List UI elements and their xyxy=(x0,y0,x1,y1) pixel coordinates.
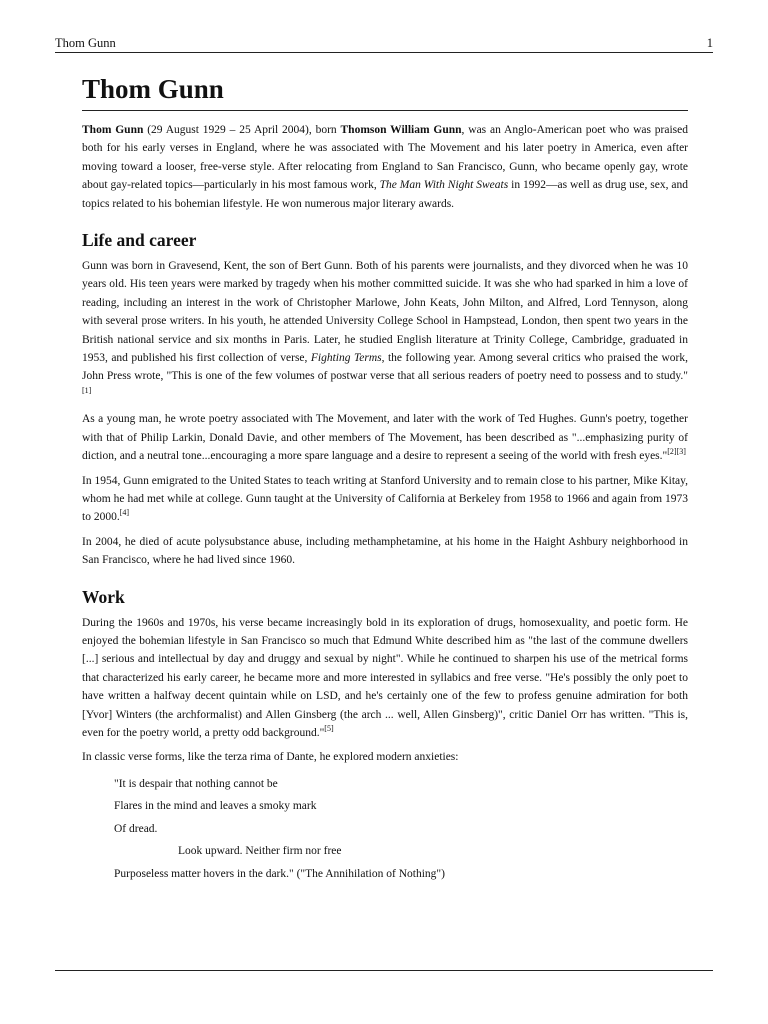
work-paragraph-1: During the 1960s and 1970s, his verse became increasingly bold in its exploration of drugs, homosexuality, and poetic form. He enjoyed the bohemian lifestyle in San Francisco so much that Edmund White described him as "the last of the commune dwellers [...] serious and intellectual by day and druggy and sexual by night". While he continued to sharpen his use of the metrical forms that characterized his early career, he became more and more interested in syllabics and free verse. "He's possibly the only poet to have written a halfway decent quintain while on LSD, and he's certainly one of the few to profess genuine admiration for both [Yvor] Winters (the archformalist) and Allen Ginsberg (the arch ... well, Allen Ginsberg)", critic Daniel Orr has written. "This is, even for the poetry world, a pretty odd background."[5] xyxy=(82,616,688,739)
life-paragraph-3: In 1954, Gunn emigrated to the United States to teach writing at Stanford University and to remain close to his partner, Mike Kitay, whom he had met while at college. Gunn taught at the University of California at Berkeley from 1958 to 1966 and again from 1973 to 2000.[4] xyxy=(82,474,688,524)
footer-rule xyxy=(55,970,713,971)
poem-line: Purposeless matter hovers in the dark." ("The Annihilation of Nothing") xyxy=(114,867,445,880)
life-paragraph-1: Gunn was born in Gravesend, Kent, the son of Bert Gunn. Both of his parents were journalists, and they divorced when he was 10 years old. His teen years were marked by tragedy when his mother committed suicide. It was she who had sparked in him a love of reading, including an interest in the work of Christopher Marlowe, John Keats, John Milton, and Alfred, Lord Tennyson, along with several prose writers. In his youth, he attended University College School in Hampstead, London, then spent two years in the British national service and six months in Paris. Later, he studied English literature at Trinity College, Cambridge, graduated in 1953, and published his first collection of verse, Fighting Terms, the following year. Among several critics who praised the work, John Press wrote, "This is one of the few volumes of postwar verse that all serious readers of poetry need to possess and to study."[1] xyxy=(82,260,689,395)
header-rule xyxy=(55,52,713,53)
work-paragraph-2: In classic verse forms, like the terza rima of Dante, he explored modern anxieties: xyxy=(82,751,459,764)
subject-name: Thom Gunn xyxy=(82,124,144,136)
poem-line: "It is despair that nothing cannot be xyxy=(114,777,278,790)
citation-link[interactable]: [4] xyxy=(119,508,130,518)
life-paragraph-2: As a young man, he wrote poetry associated with The Movement, and later with the work of Ted Hughes. Gunn's poetry, together with that of Philip Larkin, Donald Davie, and other members of The Movement, has been described as "...emphasizing purity of diction, and a neutral tone...encouraging a more spare language and a desire to represent a seeing of the world with fresh eyes."[2][3] xyxy=(82,413,688,463)
running-title: Thom Gunn xyxy=(55,36,116,50)
poem-line: Flares in the mind and leaves a smoky mark xyxy=(114,800,317,813)
poem-line: Look upward. Neither firm nor free xyxy=(178,845,342,858)
citation-link[interactable]: [5] xyxy=(324,723,334,733)
citation-link[interactable]: [2][3] xyxy=(667,447,686,457)
book-title: Fighting Terms xyxy=(310,352,382,365)
page-number: 1 xyxy=(706,36,713,50)
running-header xyxy=(55,36,713,50)
section-heading-work: Work xyxy=(82,586,125,607)
section-heading-life: Life and career xyxy=(82,230,197,251)
article-body xyxy=(82,72,688,885)
poem-quote xyxy=(114,773,688,886)
poem-line: Of dread. xyxy=(114,822,158,835)
birth-name: Thomson William Gunn xyxy=(340,124,462,136)
life-paragraph-4: In 2004, he died of acute polysubstance abuse, including methamphetamine, at his home in the Haight Ashbury neighborhood in San Francisco, where he had lived since 1960. xyxy=(82,535,688,567)
intro-paragraph: Thom Gunn (29 August 1929 – 25 April 2004), born Thomson William Gunn, was an Anglo-American poet who was praised both for his early verses in England, where he was associated with The Movement and his later poetry in America, even after moving toward a looser, free-verse style. After relocating from England to San Francisco, Gunn, who became openly gay, wrote about gay-related topics—particularly in his most famous work, The Man With Night Sweats in 1992—as well as drug use, sex, and topics related to his bohemian lifestyle. He won numerous major literary awards. xyxy=(82,124,689,210)
page-title: Thom Gunn xyxy=(82,72,688,111)
work-title: The Man With Night Sweats xyxy=(379,179,509,192)
citation-link[interactable]: [1] xyxy=(82,385,92,395)
